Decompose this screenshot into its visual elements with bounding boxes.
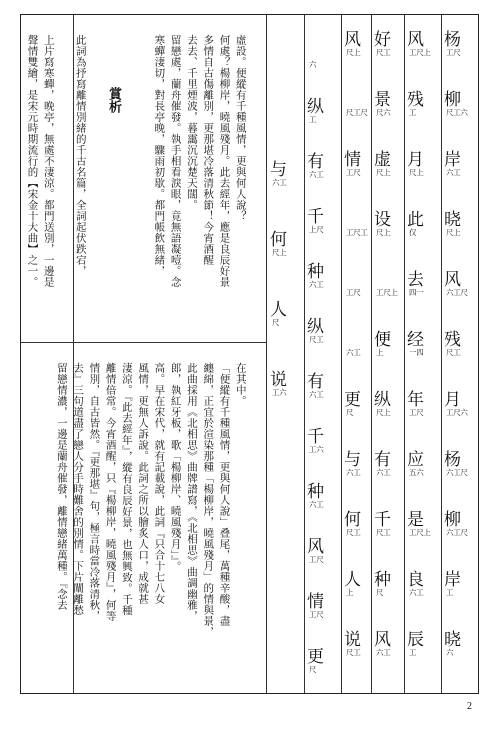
lyric-char: 与 [344, 450, 361, 470]
appreciation-line: 淒涼。『此去經年』，縱有良辰好景，也無興致。千種 [120, 362, 133, 616]
gongche-notes: 六工 [346, 348, 361, 357]
gongche-notes: 尺工 [346, 648, 361, 657]
gongche-notes: 工 [309, 115, 317, 124]
lyric-char: 晓 [444, 210, 461, 230]
lyric-char: 千 [307, 427, 324, 447]
gongche-notes: 六工尺 [446, 528, 468, 537]
lyric-char: 残 [407, 90, 424, 110]
gongche-notes: 尺工 [446, 348, 461, 357]
syllable [373, 383, 408, 427]
lyric-char: 月 [407, 150, 424, 170]
gongche-notes: 尺工 [376, 48, 391, 57]
lyrics-line: 留戀處，蘭舟催發。執手相看淚眼，竟無語凝噎。念 [169, 34, 182, 288]
appreciation-line: 聲情雙繪，是宋元時期流行的【宋金十大曲】之一。 [26, 34, 39, 288]
gongche-notes: 尺 [346, 408, 354, 417]
gongche-notes: 尺 [272, 318, 280, 327]
gongche-notes: 工 [446, 588, 454, 597]
lyric-char: 纵 [307, 97, 324, 117]
syllable [406, 263, 441, 307]
syllable [406, 563, 441, 607]
gongche-notes: 六工 [446, 168, 461, 177]
gongche-notes: 工尺工 [346, 228, 368, 237]
appreciation-line-col [74, 19, 105, 339]
column-divider [304, 15, 305, 693]
lyric-char: 种 [374, 570, 391, 590]
lyrics-line: 寒蟬淒切，對長亭晚，驟雨初歇。都門帳飲無緒， [153, 34, 166, 277]
lyric-char: 风 [407, 30, 424, 50]
gongche-notes: 工 [409, 108, 417, 117]
lyric-char: 何 [344, 510, 361, 530]
syllable [343, 263, 378, 307]
lyrics-line: 虛設。便縱有千種風情，更與何人說？ [234, 34, 247, 222]
appreciation-line: 去』三句道盡了戀人分手時難舍的別情。下片闡離愁 [72, 362, 85, 616]
gongche-notes: 工尺 [346, 168, 361, 177]
music-column [373, 15, 408, 693]
appreciation-line: 離情倍常。今宵酒醒，只『楊柳岸，曉風殘月』，何等 [104, 362, 117, 622]
gongche-notes: 一四 [409, 348, 424, 357]
gongche-notes: 工 [409, 648, 417, 657]
gongche-notes: 工尺 [346, 288, 361, 297]
syllable [443, 203, 478, 247]
syllable [306, 310, 341, 354]
gongche-notes: 六工 [376, 648, 391, 657]
gongche-notes: 工六 [309, 445, 324, 454]
lyric-char: 有 [307, 152, 324, 172]
lyric-char: 更 [307, 647, 324, 667]
lyric-char: 此 [407, 210, 424, 230]
syllable [343, 143, 378, 187]
syllable [443, 83, 478, 127]
syllable [373, 263, 408, 307]
lyric-char: 人 [344, 570, 361, 590]
lyric-char: 情 [307, 592, 324, 612]
syllable [373, 323, 408, 367]
lyric-char: 好 [374, 30, 391, 50]
gongche-notes: 五六 [409, 468, 424, 477]
syllable [306, 255, 341, 299]
syllable [443, 23, 478, 67]
gongche-notes: 尺工 [376, 528, 391, 537]
gongche-notes: 尺 [309, 665, 317, 674]
syllable [406, 323, 441, 367]
syllable [443, 383, 478, 427]
gongche-notes: 四一 [409, 288, 424, 297]
page-number: 2 [467, 701, 472, 712]
syllable [306, 145, 341, 189]
gongche-notes: 六工 [376, 468, 391, 477]
gongche-notes: 六工 [309, 280, 324, 289]
gongche-notes: 尺上 [376, 408, 391, 417]
lyric-char: 岸 [444, 150, 461, 170]
gongche-notes: 工尺 [409, 408, 424, 417]
syllable [306, 475, 341, 519]
lyric-char: 何 [270, 230, 287, 250]
music-column [443, 15, 478, 693]
appreciation-line: 風情，更無人訴說。此詞之所以膾炙人口，成就甚 [137, 362, 150, 605]
lyric-char: 经 [407, 330, 424, 350]
syllable [306, 200, 341, 244]
gongche-notes: 仅 [409, 228, 417, 237]
lyric-char: 纵 [374, 390, 391, 410]
syllable [406, 383, 441, 427]
lyric-char: 便 [374, 330, 391, 350]
lyric-char: 辰 [407, 630, 424, 650]
appreciation-line: 情別，自古皆然。『更那堪』句，極言時當冷落清秋， [88, 362, 101, 622]
lyric-char: 杨 [444, 30, 461, 50]
syllable [269, 363, 304, 407]
syllable [406, 443, 441, 487]
gongche-notes: 六工 [309, 170, 324, 179]
lyric-char: 景 [374, 90, 391, 110]
lyric-char: 更 [344, 390, 361, 410]
gongche-notes: 六工 [309, 500, 324, 509]
lyric-char: 虚 [374, 150, 391, 170]
appreciation-line: 纏綿，正宜於渲染那種「楊柳岸，曉風殘月」的情與景， [202, 362, 215, 638]
column-divider [341, 15, 342, 693]
lyrics-text-block [125, 19, 265, 339]
lyric-char: 种 [307, 482, 324, 502]
syllable [406, 203, 441, 247]
gongche-notes: 尺上 [346, 48, 361, 57]
syllable [443, 143, 478, 187]
appreciation-line: 在其中。 [234, 362, 247, 407]
lyric-char: 说 [344, 630, 361, 650]
syllable [373, 23, 408, 67]
syllable [306, 35, 341, 79]
gongche-notes: 六工 [409, 588, 424, 597]
syllable [443, 623, 478, 667]
appreciation-line: 高。早在宋代，就有記載說，此詞『只合十七八女 [153, 362, 166, 605]
syllable [373, 563, 408, 607]
gongche-notes: 上尺 [309, 225, 324, 234]
appreciation-lines-upper [25, 19, 73, 339]
lyric-char: 岸 [444, 570, 461, 590]
lyric-char: 年 [407, 390, 424, 410]
gongche-notes: 六工 [309, 390, 324, 399]
lyric-char: 柳 [444, 510, 461, 530]
lyric-char: 说 [270, 370, 287, 390]
syllable [373, 143, 408, 187]
appreciation-line: 此詞為抒寫離情別緒的千古名篇，全詞起伏跌宕， [74, 34, 87, 277]
gongche-notes: 尺六 [376, 108, 391, 117]
lyrics-line: 去去、千里煙波，暮靄沉沉楚天闊。 [185, 34, 198, 211]
syllable [343, 443, 378, 487]
syllable [373, 203, 408, 247]
syllable [406, 143, 441, 187]
gongche-notes: 尺上 [446, 228, 461, 237]
gongche-notes: 尺工 [309, 335, 324, 344]
syllable [373, 503, 408, 547]
lyric-char: 种 [307, 262, 324, 282]
gongche-notes: 六 [446, 648, 454, 657]
syllable [306, 585, 341, 629]
syllable [406, 623, 441, 667]
lyric-char: 情 [344, 150, 361, 170]
lyrics-line: 多情自古傷離別，更那堪冷落清秋節！今宵酒醒 [202, 34, 215, 266]
lyric-char: 月 [444, 390, 461, 410]
syllable [343, 203, 378, 247]
gongche-notes: 工尺上 [409, 48, 431, 57]
gongche-notes: 工尺 [309, 555, 324, 564]
gongche-notes: 尺工尺 [346, 108, 368, 117]
syllable [443, 443, 478, 487]
lyric-char: 风 [374, 630, 391, 650]
appreciation-heading: 賞析 [106, 87, 121, 113]
gongche-notes: 工尺 [309, 610, 324, 619]
syllable [306, 420, 341, 464]
page-frame [20, 14, 479, 694]
syllable [406, 83, 441, 127]
column-divider [441, 15, 442, 693]
syllable [343, 323, 378, 367]
syllable [443, 563, 478, 607]
syllable [373, 83, 408, 127]
music-column [306, 15, 341, 693]
gongche-notes: 工尺上 [409, 528, 431, 537]
syllable [406, 503, 441, 547]
lyric-char: 千 [374, 510, 391, 530]
syllable [443, 263, 478, 307]
lyric-char: 千 [307, 207, 324, 227]
lyric-char: 与 [270, 160, 287, 180]
music-column [269, 15, 304, 693]
gongche-notes: 上 [376, 348, 384, 357]
gongche-notes: 尺工六 [446, 108, 468, 117]
lyric-char: 晓 [444, 630, 461, 650]
appreciation-line: 郎，執紅牙板，歌「楊柳岸、曉風殘月」』。 [169, 362, 182, 572]
syllable [343, 563, 378, 607]
appreciation-line: 「便縱有千種風情，更與何人說」叠尾，萬種辛酸，盡 [218, 362, 231, 627]
gongche-notes: 尺上 [376, 228, 391, 237]
syllable [343, 383, 378, 427]
lyric-char: 设 [374, 210, 391, 230]
lyric-char: 有 [374, 450, 391, 470]
syllable [443, 323, 478, 367]
syllable [306, 365, 341, 409]
syllable [406, 23, 441, 67]
gongche-notes: 尺工 [346, 528, 361, 537]
appreciation-line: 留戀情濃，一邊是蘭舟催發，離情戀緒萬種。『念去 [55, 362, 68, 611]
lyric-char: 风 [444, 270, 461, 290]
syllable [306, 640, 341, 684]
appreciation-line: 此曲採用《北相思》曲牌譜寫，《北相思》曲調幽雅， [185, 362, 198, 622]
lyric-char: 人 [270, 300, 287, 320]
lyric-char: 有 [307, 372, 324, 392]
appreciation-lines-lower [25, 347, 265, 689]
gongche-notes: 六工 [272, 178, 287, 187]
syllable [269, 293, 304, 337]
gongche-notes: 尺 [376, 588, 384, 597]
syllable [269, 223, 304, 267]
syllable [373, 623, 408, 667]
gongche-notes: 六 [309, 60, 317, 69]
gongche-notes: 六工 [346, 468, 361, 477]
music-column [343, 15, 378, 693]
gongche-notes: 六工尺 [446, 288, 468, 297]
lyric-char: 去 [407, 270, 424, 290]
lyric-char: 良 [407, 570, 424, 590]
lyric-char: 应 [407, 450, 424, 470]
music-column [406, 15, 441, 693]
lyrics-line: 何處？楊柳岸，曉風殘月。此去經年，應是良辰好景 [218, 34, 231, 288]
column-divider [266, 15, 267, 693]
syllable [306, 90, 341, 134]
syllable [343, 623, 378, 667]
gongche-notes: 尺上 [272, 248, 287, 257]
syllable [343, 503, 378, 547]
section-divider [21, 342, 266, 343]
syllable [443, 503, 478, 547]
lyric-char: 是 [407, 510, 424, 530]
gongche-notes: 尺上 [376, 168, 391, 177]
appreciation-line: 上片寫寒蟬，晚亭，無處不淒涼。都門送別，一邊是 [42, 34, 55, 288]
gongche-notes: 工尺上 [376, 288, 398, 297]
syllable [343, 23, 378, 67]
syllable [306, 530, 341, 574]
syllable [269, 153, 304, 197]
gongche-notes: 上 [346, 588, 354, 597]
lyric-char: 风 [307, 537, 324, 557]
gongche-notes: 工六 [272, 388, 287, 397]
lyric-char: 纵 [307, 317, 324, 337]
gongche-notes: 工尺 [446, 48, 461, 57]
syllable [373, 443, 408, 487]
lyric-char: 风 [344, 30, 361, 50]
lyric-char: 杨 [444, 450, 461, 470]
gongche-notes: 工尺六 [446, 408, 468, 417]
lyric-char: 柳 [444, 90, 461, 110]
lyric-char: 残 [444, 330, 461, 350]
gongche-notes: 尺上 [409, 168, 424, 177]
gongche-notes: 六工尺 [446, 468, 468, 477]
syllable [343, 83, 378, 127]
